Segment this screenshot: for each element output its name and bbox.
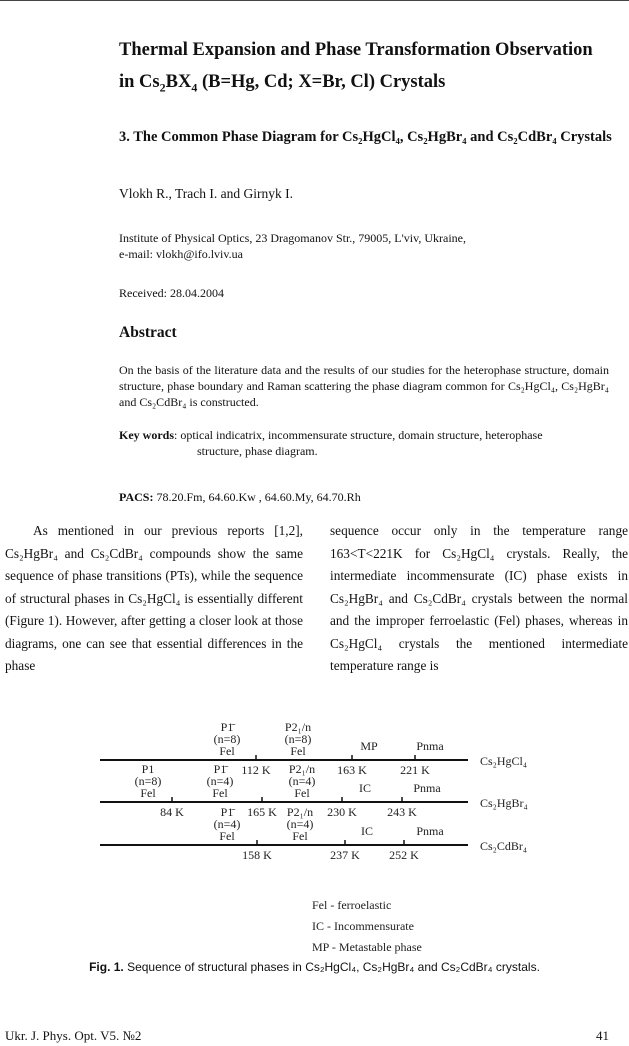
title-line-1: Thermal Expansion and Phase Transformation Observation <box>119 40 593 60</box>
paper-title <box>119 34 619 104</box>
email: e-mail: vlokh@ifo.lviv.ua <box>119 247 243 261</box>
phase-label <box>289 762 316 800</box>
phase-label <box>285 720 312 758</box>
transition-temperature: 163 K <box>337 763 367 777</box>
phase-symbol: P1̄ <box>220 720 234 734</box>
phase-multiplicity: (n=4) <box>206 774 234 788</box>
institute: Institute of Physical Optics, 23 Dragomanov Str., 79005, L'viv, Ukraine, <box>119 231 467 245</box>
phase-multiplicity: (n=4) <box>286 817 314 831</box>
phase-multiplicity: (n=4) <box>288 774 316 788</box>
phase-symbol: Pnma <box>413 781 441 795</box>
pacs <box>119 490 361 505</box>
phase-symbol: MP <box>360 739 378 753</box>
phase-label <box>287 805 314 843</box>
phase-label <box>135 762 162 800</box>
legend-entry: IC - Incommensurate <box>312 919 414 933</box>
phase-label <box>416 824 444 838</box>
phase-row <box>100 762 528 819</box>
caption-label: Fig. 1. <box>89 960 124 974</box>
transition-temperature: 230 K <box>327 805 357 819</box>
legend-entry: MP - Metastable phase <box>312 940 422 954</box>
phase-symbol: IC <box>361 824 373 838</box>
phase-symbol: P2₁/n <box>286 805 314 819</box>
phase-label <box>360 739 378 753</box>
abstract-text: On the basis of the literature data and the results of our studies for the heterophase structure, domain structure, phase boundary and Raman scattering the phase diagram common for Cs₂HgCl₄, Cs₂HgBr₄ and Cs₂CdBr₄ is constructed. <box>119 363 609 409</box>
phase-label <box>359 781 371 795</box>
journal-footer: Ukr. J. Phys. Opt. V5. №2 <box>5 1028 142 1043</box>
phase-type: Fel <box>140 786 156 800</box>
phase-label <box>214 720 241 758</box>
phase-multiplicity: (n=8) <box>213 732 241 746</box>
phase-symbol: P1 <box>141 762 155 776</box>
body-column-left: As mentioned in our previous reports [1,2], Cs₂HgBr₄ and Cs₂CdBr₄ compounds show the same sequence of phase transitions (PTs), while the sequence of structural phases in Cs₂HgCl₄ is essentially different (Figure 1). However, after getting a closer look at those diagrams, one can see that essential differences in the phase <box>5 523 303 673</box>
phase-multiplicity: (n=8) <box>284 732 312 746</box>
phase-symbol: Pnma <box>416 824 444 838</box>
transition-temperature: 252 K <box>389 848 419 862</box>
phase-rows <box>100 720 528 862</box>
transition-temperature: 84 K <box>160 805 184 819</box>
caption-text: Sequence of structural phases in Cs₂HgCl₄, Cs₂HgBr₄ and Cs₂CdBr₄ crystals. <box>123 960 540 974</box>
phase-legend <box>312 898 422 954</box>
compound-label: Cs₂CdBr₄ <box>480 839 528 853</box>
phase-symbol: P2₁/n <box>288 762 316 776</box>
phase-symbol: IC <box>359 781 371 795</box>
page-number: 41 <box>596 1028 609 1043</box>
legend-entry: Fel - ferroelastic <box>312 898 392 912</box>
phase-symbol: P1̄ <box>213 762 227 776</box>
phase-type: Fel <box>294 786 310 800</box>
transition-temperature: 237 K <box>330 848 360 862</box>
phase-label <box>214 805 241 843</box>
keywords-continuation: structure, phase diagram. <box>197 444 318 458</box>
pacs-label: PACS: <box>119 490 154 504</box>
phase-label <box>207 762 234 800</box>
body-column-right: sequence occur only in the temperature range 163<T<221K for Cs₂HgCl₄ crystals. Really, the intermediate incommensurate (IC) phase exists in Cs₂HgBr₄ and Cs₂CdBr₄ crystals between the normal and the improper ferroelastic (Fel) phases, whereas in Cs₂HgCl₄ crystals the mentioned intermediate temperature range is <box>330 523 628 673</box>
phase-label <box>361 824 373 838</box>
phase-label <box>416 739 444 753</box>
transition-temperature: 158 K <box>242 848 272 862</box>
transition-temperature: 112 K <box>241 763 271 777</box>
phase-multiplicity: (n=8) <box>134 774 162 788</box>
keywords-label: Key words <box>119 428 174 442</box>
phase-type: Fel <box>219 829 235 843</box>
phase-symbol: Pnma <box>416 739 444 753</box>
transition-temperature: 243 K <box>387 805 417 819</box>
phase-type: Fel <box>292 829 308 843</box>
compound-label: Cs₂HgCl₄ <box>480 754 528 768</box>
authors: Vlokh R., Trach I. and Girnyk I. <box>119 186 293 201</box>
phase-multiplicity: (n=4) <box>213 817 241 831</box>
phase-type: Fel <box>219 744 235 758</box>
transition-temperature: 165 K <box>247 805 277 819</box>
top-rule <box>0 0 629 1</box>
phase-label <box>413 781 441 795</box>
phase-symbol: P1̄ <box>220 805 234 819</box>
phase-type: Fel <box>212 786 228 800</box>
phase-type: Fel <box>290 744 306 758</box>
keywords <box>119 427 609 459</box>
phase-diagram-figure <box>90 720 590 955</box>
received-date: Received: 28.04.2004 <box>119 286 224 300</box>
compound-label: Cs₂HgBr₄ <box>480 796 528 810</box>
pacs-codes: 78.20.Fm, 64.60.Kw , 64.60.My, 64.70.Rh <box>153 490 361 504</box>
figure-caption <box>0 960 629 974</box>
abstract-heading: Abstract <box>119 324 177 341</box>
section-heading: 3. The Common Phase Diagram for Cs₂HgCl₄, Cs₂HgBr₄ and Cs₂CdBr₄ Crystals <box>119 129 612 145</box>
affiliation <box>119 230 466 262</box>
keywords-text: : optical indicatrix, incommensurate structure, domain structure, heterophase <box>174 428 543 442</box>
transition-temperature: 221 K <box>400 763 430 777</box>
title-line-2: in $Cs_2BX_4$ (B=Hg, Cd; X=Br, Cl) Crystals <box>119 72 446 95</box>
phase-symbol: P2₁/n <box>284 720 312 734</box>
